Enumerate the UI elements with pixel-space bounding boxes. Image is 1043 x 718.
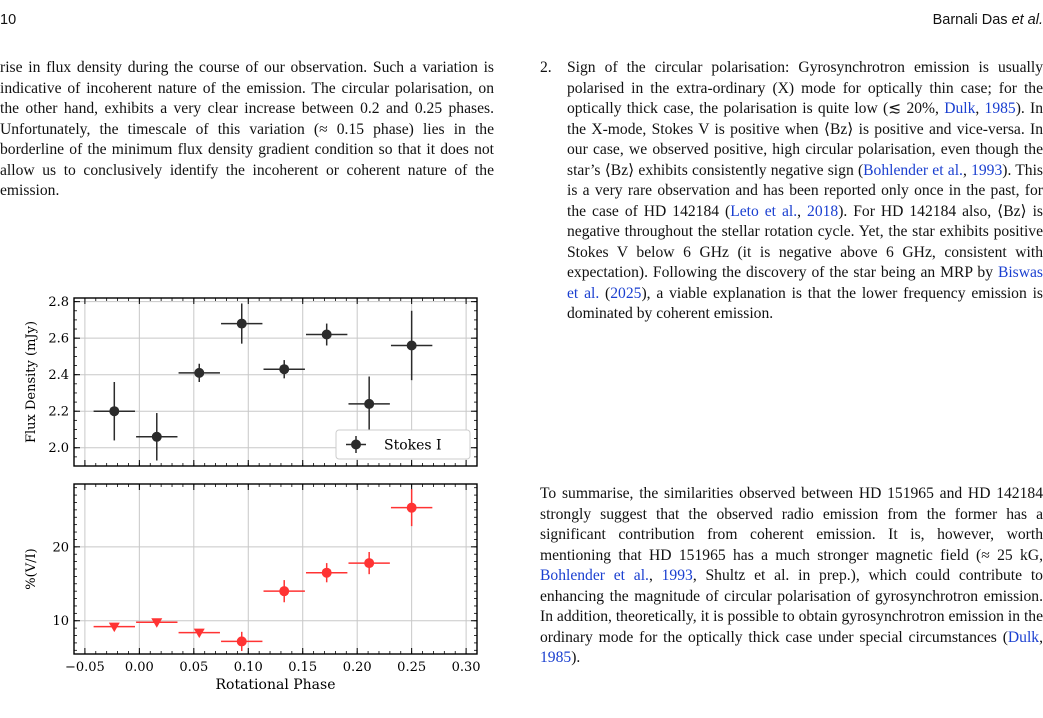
text-segment: ,: [962, 161, 972, 179]
text-segment: ,: [975, 100, 985, 117]
data-point: [179, 629, 220, 639]
left-paragraph: [0, 58, 494, 202]
citation-link[interactable]: 1985: [540, 649, 572, 666]
text-segment: ). This is a very rare observation and has been reported only once in the past, for the case of HD 142184 (: [567, 161, 1043, 220]
data-point: [264, 580, 305, 602]
text-segment: Sign of the circular polarisation: Gyrosynchrotron emission is usually polarised in the extra-ordinary (X) mode for optically thin case; for the optically thick case, the polarisation is quite low (≲ 20%,: [567, 59, 1043, 117]
data-point: [136, 413, 177, 460]
data-point: [391, 489, 432, 526]
y-tick-label: 2.0: [48, 441, 69, 457]
circle-marker: [237, 636, 247, 646]
panel-flux-density: [24, 295, 477, 466]
data-point: [264, 360, 305, 378]
citation-link[interactable]: Dulk: [1007, 628, 1040, 646]
citation-link[interactable]: 1993: [971, 161, 1003, 179]
circle-marker: [322, 568, 332, 578]
y-axis-label: %(V/I): [24, 548, 39, 590]
text-segment: ). In the X-mode, Stokes V is positive when ⟨Bz⟩ is positive and vice-versa. In our case, we observed positive, high circular polarisation, even though the star’s ⟨Bz⟩ exhibits consistently negative sign (: [567, 100, 1043, 179]
citation-link[interactable]: Bohlender et al.: [540, 567, 649, 584]
data-point: [306, 563, 347, 582]
citation-link[interactable]: 2018: [807, 202, 839, 220]
x-tick-label: 0.20: [342, 660, 372, 675]
data-point: [94, 623, 135, 633]
x-tick-label: 0.30: [451, 660, 481, 675]
circle-marker: [279, 586, 289, 596]
y-tick-label: 20: [52, 540, 69, 556]
data-point: [306, 324, 347, 346]
circle-marker: [194, 368, 204, 378]
list-item-body: [567, 58, 1043, 325]
citation-link[interactable]: Dulk: [944, 100, 976, 117]
circle-marker: [152, 432, 162, 442]
legend-marker: [351, 440, 361, 450]
authors-name: Barnali Das: [932, 12, 1012, 28]
x-tick-label: −0.05: [64, 660, 105, 675]
circle-marker: [109, 406, 119, 416]
citation-link[interactable]: Bohlender et al.: [863, 161, 963, 179]
circle-marker: [407, 340, 417, 350]
data-point: [221, 303, 262, 343]
text-segment: ). For HD 142184 also, ⟨Bz⟩ is negative throughout the stellar rotation cycle. Yet, the star exhibits positive Stokes V below 6 GHz (it is negative above 6 GHz, consistent with expectation). Following the discovery of the star being an MRP by: [567, 202, 1043, 281]
page-number: 10: [0, 12, 17, 28]
left-paragraph-text: rise in flux density during the course of our observation. Such a variation is indicative of incoherent nature of the emission. The circular polarisation, on the other hand, exhibits a very clear increase between 0.2 and 0.25 phases. Unfortunately, the timescale of this variation (≈ 0.15 phase) lies in the borderline of the minimum flux density gradient condition so that it does not allow us to conclusively identify the incoherent or coherent nature of the emission.: [0, 59, 494, 199]
text-segment: To summarise, the similarities observed between HD 151965 and HD 142184 strongly suggest that the observed radio emission from the former has a significant contribution from coherent emission. It is, however, worth mentioning that HD 151965 has a much stronger magnetic field (≈ 25 kG,: [540, 485, 1043, 564]
page-header: [0, 12, 1043, 32]
legend-label: Stokes I: [384, 437, 442, 454]
legend: [336, 430, 470, 459]
list-item-number: 2.: [540, 59, 552, 76]
data-point: [221, 632, 262, 651]
y-tick-label: 10: [52, 614, 69, 630]
y-axis-label: Flux Density (mJy): [24, 320, 39, 444]
text-segment: ), a viable explanation is that the lower frequency emission is dominated by coherent emission.: [567, 284, 1043, 322]
x-tick-label: 0.05: [179, 660, 209, 675]
circle-marker: [322, 330, 332, 340]
data-point: [94, 382, 135, 440]
text-segment: ,: [648, 567, 662, 584]
summary-paragraph-text: [540, 484, 1043, 669]
authors-etal: et al.: [1011, 12, 1043, 28]
axes-frame: [74, 484, 477, 654]
text-segment: (: [599, 284, 611, 302]
citation-link[interactable]: Biswas et al.: [567, 264, 1043, 302]
text-segment: ,: [797, 202, 808, 220]
data-point: [348, 552, 389, 574]
citation-link[interactable]: 1993: [661, 567, 693, 584]
circle-marker: [364, 558, 374, 568]
circle-marker: [279, 364, 289, 374]
text-segment: ,: [1039, 628, 1043, 646]
circle-marker: [364, 399, 374, 409]
running-authors: [933, 12, 1043, 28]
data-point: [391, 311, 432, 380]
x-axis-label: Rotational Phase: [215, 677, 336, 693]
y-tick-label: 2.6: [48, 331, 69, 347]
y-tick-label: 2.4: [48, 368, 69, 384]
figure-plot: [0, 288, 500, 718]
citation-link[interactable]: 2025: [610, 284, 642, 302]
circle-marker: [407, 503, 417, 513]
y-tick-label: 2.8: [48, 295, 69, 311]
data-point: [179, 364, 220, 382]
data-point: [136, 618, 177, 628]
x-tick-label: 0.25: [397, 660, 427, 675]
circle-marker: [237, 319, 247, 329]
x-tick-label: 0.10: [233, 660, 263, 675]
text-segment: ).: [571, 649, 581, 666]
x-tick-label: 0.00: [124, 660, 154, 675]
data-point: [348, 377, 389, 432]
citation-link[interactable]: 1985: [984, 100, 1016, 117]
y-tick-label: 2.2: [48, 404, 69, 420]
triangle-marker: [151, 618, 162, 628]
citation-link[interactable]: Leto et al.: [730, 202, 798, 220]
panel-circular-polarisation: [24, 484, 481, 693]
summary-paragraph: [540, 484, 1043, 669]
x-tick-label: 0.15: [288, 660, 318, 675]
text-segment: , Shultz et al. in prep.), which could contribute to enhancing the magnitude of circular polarisation of gyrosynchrotron emission. In addition, theoretically, it is possible to obtain gyrosynchrotron emission in the ordinary mode for the optically thick case under special circumstances (: [540, 567, 1043, 646]
